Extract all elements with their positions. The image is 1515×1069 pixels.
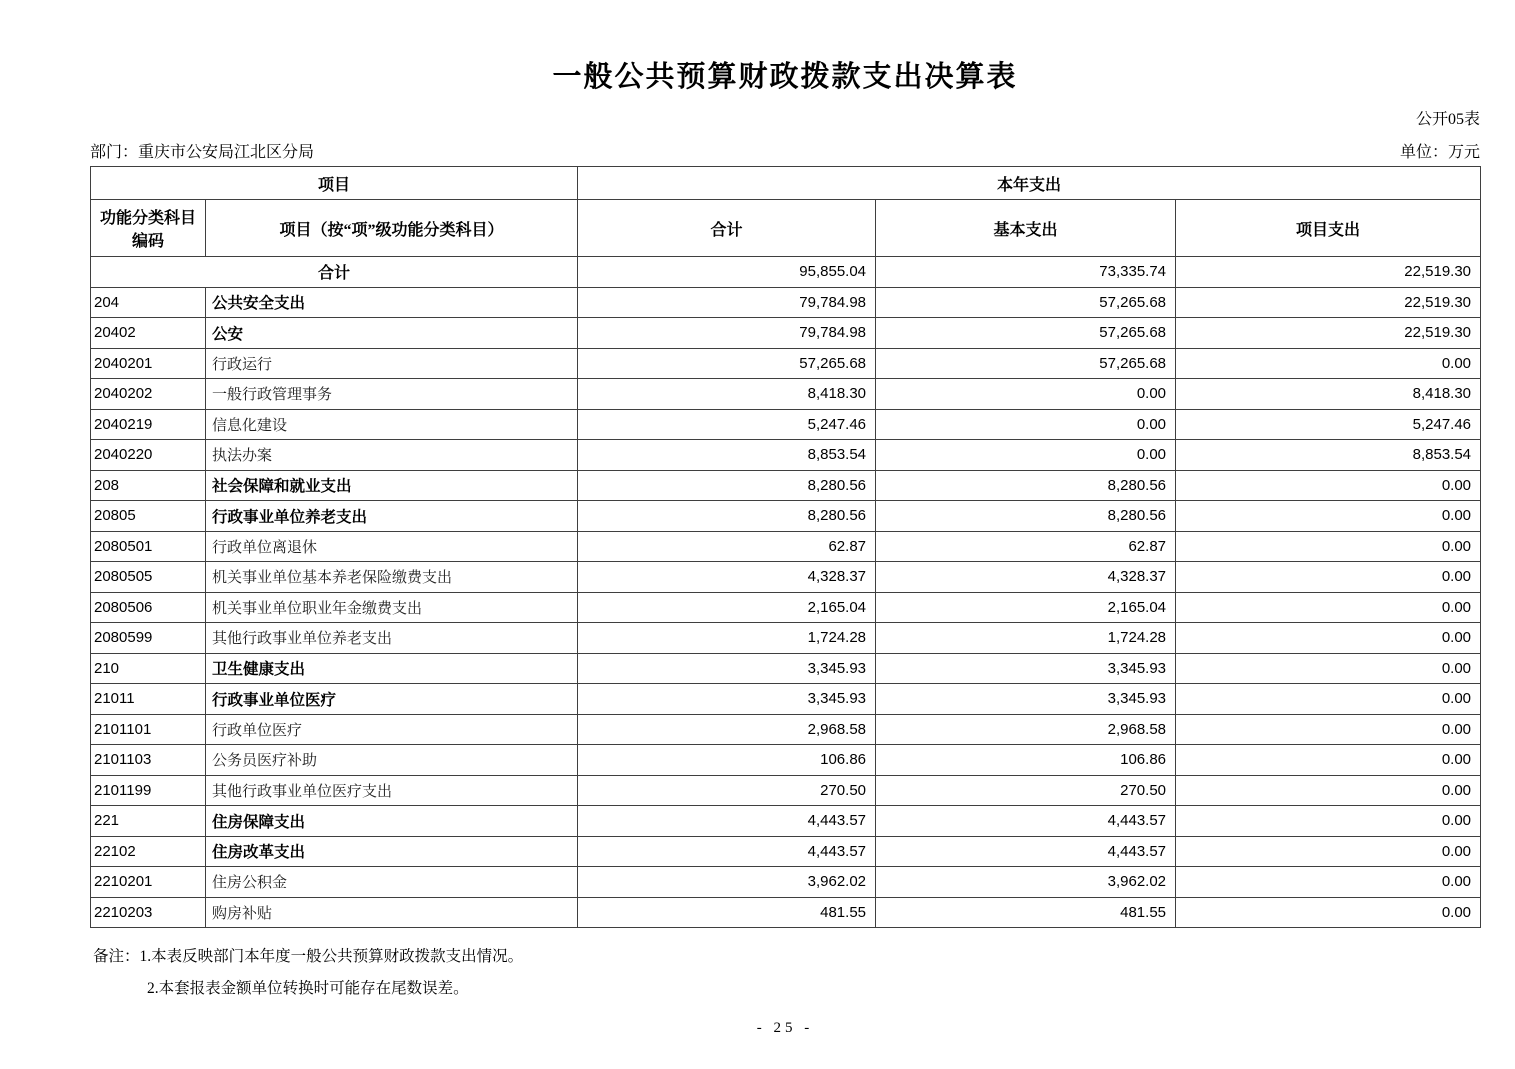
row-basic: 3,345.93 — [876, 684, 1176, 715]
row-code: 2080599 — [91, 623, 206, 654]
note-1-text: 1.本表反映部门本年度一般公共预算财政拨款支出情况。 — [139, 948, 524, 965]
row-basic: 57,265.68 — [876, 318, 1176, 349]
row-name: 机关事业单位职业年金缴费支出 — [206, 592, 578, 623]
table-row — [91, 653, 1481, 684]
row-code: 208 — [91, 470, 206, 501]
row-basic: 8,280.56 — [876, 501, 1176, 532]
row-total: 3,962.02 — [578, 867, 876, 898]
table-row — [91, 897, 1481, 928]
row-name: 行政运行 — [206, 348, 578, 379]
row-total: 2,968.58 — [578, 714, 876, 745]
row-name: 行政单位医疗 — [206, 714, 578, 745]
row-project: 0.00 — [1176, 470, 1481, 501]
header-name-column: 项目（按“项”级功能分类科目） — [206, 200, 578, 257]
meta-row — [90, 139, 1480, 162]
row-total: 8,418.30 — [578, 379, 876, 410]
row-total: 57,265.68 — [578, 348, 876, 379]
row-basic: 4,328.37 — [876, 562, 1176, 593]
row-code: 2040201 — [91, 348, 206, 379]
page-number: - 25 - — [756, 1020, 814, 1036]
row-total: 2,165.04 — [578, 592, 876, 623]
row-code: 21011 — [91, 684, 206, 715]
row-basic: 2,165.04 — [876, 592, 1176, 623]
row-basic: 57,265.68 — [876, 287, 1176, 318]
header-basic-column: 基本支出 — [876, 200, 1176, 257]
row-project: 8,853.54 — [1176, 440, 1481, 471]
row-name: 信息化建设 — [206, 409, 578, 440]
row-total: 62.87 — [578, 531, 876, 562]
table-row — [91, 470, 1481, 501]
table-row — [91, 714, 1481, 745]
row-name: 行政事业单位养老支出 — [206, 501, 578, 532]
row-code: 2101199 — [91, 775, 206, 806]
row-name: 公务员医疗补助 — [206, 745, 578, 776]
row-basic: 1,724.28 — [876, 623, 1176, 654]
row-project: 0.00 — [1176, 684, 1481, 715]
row-name: 社会保障和就业支出 — [206, 470, 578, 501]
unit-label: 单位：万元 — [1399, 144, 1480, 161]
row-code: 20805 — [91, 501, 206, 532]
row-project: 8,418.30 — [1176, 379, 1481, 410]
row-project: 0.00 — [1176, 897, 1481, 928]
row-total: 4,328.37 — [578, 562, 876, 593]
row-basic: 3,345.93 — [876, 653, 1176, 684]
row-total: 8,280.56 — [578, 470, 876, 501]
header-code-column — [91, 200, 206, 257]
header-columns-row — [91, 200, 1481, 257]
row-project: 0.00 — [1176, 806, 1481, 837]
row-basic: 2,968.58 — [876, 714, 1176, 745]
row-name: 公安 — [206, 318, 578, 349]
row-project: 0.00 — [1176, 623, 1481, 654]
row-basic: 8,280.56 — [876, 470, 1176, 501]
table-row — [91, 562, 1481, 593]
header-project-column: 项目支出 — [1176, 200, 1481, 257]
note-line-1 — [93, 941, 523, 973]
table-row — [91, 867, 1481, 898]
table-row — [91, 623, 1481, 654]
total-row-basic: 73,335.74 — [876, 257, 1176, 288]
total-row-label: 合计 — [91, 257, 578, 288]
header-group-row — [91, 167, 1481, 200]
row-name: 其他行政事业单位养老支出 — [206, 623, 578, 654]
row-code: 2040220 — [91, 440, 206, 471]
row-project: 0.00 — [1176, 745, 1481, 776]
notes — [93, 941, 523, 1005]
row-code: 2080505 — [91, 562, 206, 593]
row-basic: 481.55 — [876, 897, 1176, 928]
row-project: 0.00 — [1176, 501, 1481, 532]
row-total: 1,724.28 — [578, 623, 876, 654]
table-row — [91, 806, 1481, 837]
row-name: 公共安全支出 — [206, 287, 578, 318]
row-code: 2040202 — [91, 379, 206, 410]
notes-label: 备注： — [93, 948, 140, 965]
department-label: 部门：重庆市公安局江北区分局 — [90, 144, 315, 161]
row-project: 0.00 — [1176, 562, 1481, 593]
row-project: 0.00 — [1176, 867, 1481, 898]
row-total: 106.86 — [578, 745, 876, 776]
row-total: 270.50 — [578, 775, 876, 806]
header-year-group: 本年支出 — [578, 167, 1481, 200]
row-total: 5,247.46 — [578, 409, 876, 440]
row-total: 4,443.57 — [578, 836, 876, 867]
row-code: 2210203 — [91, 897, 206, 928]
header-total-column: 合计 — [578, 200, 876, 257]
row-total: 3,345.93 — [578, 684, 876, 715]
row-name: 购房补贴 — [206, 897, 578, 928]
row-code: 210 — [91, 653, 206, 684]
header-code-line1: 功能分类科目 — [99, 210, 196, 227]
row-project: 0.00 — [1176, 592, 1481, 623]
row-total: 79,784.98 — [578, 287, 876, 318]
row-name: 住房保障支出 — [206, 806, 578, 837]
row-name: 住房公积金 — [206, 867, 578, 898]
row-code: 204 — [91, 287, 206, 318]
table-row — [91, 501, 1481, 532]
row-total: 3,345.93 — [578, 653, 876, 684]
table-row — [91, 440, 1481, 471]
row-project: 0.00 — [1176, 531, 1481, 562]
row-name: 一般行政管理事务 — [206, 379, 578, 410]
row-project: 0.00 — [1176, 775, 1481, 806]
row-project: 0.00 — [1176, 836, 1481, 867]
row-name: 行政事业单位医疗 — [206, 684, 578, 715]
row-total: 4,443.57 — [578, 806, 876, 837]
total-row-project: 22,519.30 — [1176, 257, 1481, 288]
total-row — [91, 257, 1481, 288]
row-name: 执法办案 — [206, 440, 578, 471]
row-code: 221 — [91, 806, 206, 837]
table-row — [91, 379, 1481, 410]
row-total: 79,784.98 — [578, 318, 876, 349]
row-project: 0.00 — [1176, 348, 1481, 379]
row-code: 22102 — [91, 836, 206, 867]
table-row — [91, 592, 1481, 623]
row-code: 2040219 — [91, 409, 206, 440]
row-code: 20402 — [91, 318, 206, 349]
table-row — [91, 318, 1481, 349]
table-code-label: 公开05表 — [1415, 111, 1480, 128]
row-name: 其他行政事业单位医疗支出 — [206, 775, 578, 806]
row-basic: 4,443.57 — [876, 836, 1176, 867]
row-name: 行政单位离退休 — [206, 531, 578, 562]
row-total: 8,280.56 — [578, 501, 876, 532]
row-code: 2101103 — [91, 745, 206, 776]
row-project: 0.00 — [1176, 714, 1481, 745]
row-basic: 57,265.68 — [876, 348, 1176, 379]
table-body — [91, 257, 1481, 928]
row-project: 22,519.30 — [1176, 287, 1481, 318]
row-basic: 62.87 — [876, 531, 1176, 562]
row-code: 2080501 — [91, 531, 206, 562]
note-line-2: 2.本套报表金额单位转换时可能存在尾数误差。 — [147, 980, 469, 997]
table-row — [91, 836, 1481, 867]
table-row — [91, 531, 1481, 562]
row-basic: 4,443.57 — [876, 806, 1176, 837]
header-code-line2: 编码 — [131, 233, 164, 250]
row-name: 卫生健康支出 — [206, 653, 578, 684]
header-item-group: 项目 — [91, 167, 578, 200]
row-basic: 106.86 — [876, 745, 1176, 776]
row-code: 2210201 — [91, 867, 206, 898]
row-total: 481.55 — [578, 897, 876, 928]
budget-table — [90, 166, 1481, 928]
total-row-total: 95,855.04 — [578, 257, 876, 288]
table-row — [91, 348, 1481, 379]
row-basic: 3,962.02 — [876, 867, 1176, 898]
row-basic: 0.00 — [876, 409, 1176, 440]
row-project: 22,519.30 — [1176, 318, 1481, 349]
table-row — [91, 684, 1481, 715]
row-code: 2101101 — [91, 714, 206, 745]
page-title: 一般公共预算财政拨款支出决算表 — [552, 61, 1018, 93]
table-row — [91, 409, 1481, 440]
row-total: 8,853.54 — [578, 440, 876, 471]
row-basic: 270.50 — [876, 775, 1176, 806]
row-project: 5,247.46 — [1176, 409, 1481, 440]
row-project: 0.00 — [1176, 653, 1481, 684]
row-name: 住房改革支出 — [206, 836, 578, 867]
row-name: 机关事业单位基本养老保险缴费支出 — [206, 562, 578, 593]
table-row — [91, 287, 1481, 318]
row-code: 2080506 — [91, 592, 206, 623]
row-basic: 0.00 — [876, 440, 1176, 471]
table-row — [91, 745, 1481, 776]
table-row — [91, 775, 1481, 806]
row-basic: 0.00 — [876, 379, 1176, 410]
